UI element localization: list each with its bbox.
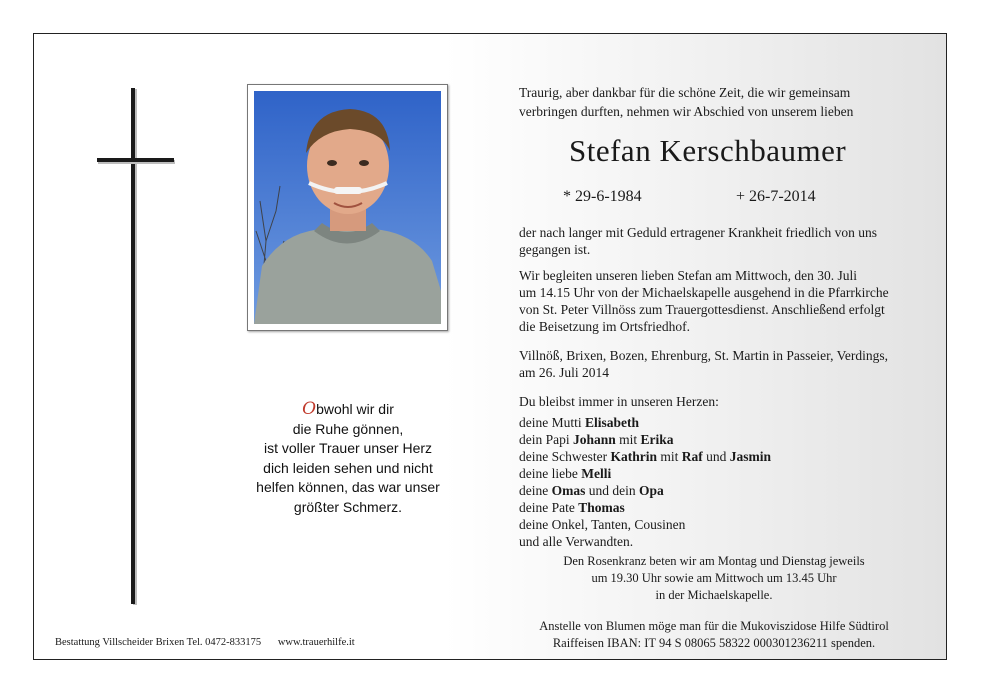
text-line: die Beisetzung im Ortsfriedhof. — [519, 319, 690, 334]
family-line: deine Onkel, Tanten, Cousinen — [519, 517, 686, 532]
poem-initial: O — [302, 399, 317, 419]
heart-intro: Du bleibst immer in unseren Herzen: — [519, 394, 719, 409]
footer — [55, 637, 369, 648]
death-date: + 26-7-2014 — [736, 188, 816, 205]
text-line: Anstelle von Blumen möge man für die Mukoviszidose Hilfe Südtirol — [539, 619, 889, 633]
cross-icon — [131, 88, 135, 604]
text-line: am 26. Juli 2014 — [519, 365, 609, 380]
portrait-frame — [247, 84, 448, 331]
cross-bar — [97, 158, 174, 162]
poem-line: ist voller Trauer unser Herz — [263, 440, 433, 456]
family-line: deine liebe Melli — [519, 466, 612, 481]
family-line: deine Pate Thomas — [519, 500, 625, 515]
portrait-image — [254, 91, 441, 324]
deceased-name: Stefan Kerschbaumer — [569, 133, 847, 168]
poem-line: größter Schmerz. — [293, 498, 403, 515]
place-date-text — [519, 347, 909, 381]
text-line: um 14.15 Uhr von der Michaelskapelle ausgehend in die Pfarrkirche — [519, 285, 889, 300]
text-line: Den Rosenkranz beten wir am Montag und Dienstag jeweils — [563, 554, 865, 568]
footer-company: Bestattung Villscheider Brixen Tel. 0472-833175 — [55, 637, 262, 648]
funeral-text — [519, 267, 909, 335]
family-line: dein Papi Johann mit Erika — [519, 432, 674, 447]
text-line: Wir begleiten unseren lieben Stefan am Mittwoch, den 30. Juli — [519, 268, 857, 283]
family-line: deine Mutti Elisabeth — [519, 415, 640, 430]
poem-line: helfen können, das war unser — [256, 479, 440, 495]
illness-text — [519, 224, 909, 258]
poem-line: bwohl wir dir — [316, 401, 394, 417]
text-line: gegangen ist. — [519, 242, 591, 257]
text-line: Raiffeisen IBAN: IT 94 S 08065 58322 000301236211 spenden. — [552, 636, 876, 650]
life-dates — [563, 188, 873, 206]
poem-line: dich leiden sehen und nicht — [263, 459, 433, 476]
text-line: von St. Peter Villnöss zum Trauergottesdienst. Anschließend erfolgt — [519, 302, 885, 317]
intro-line: Traurig, aber dankbar für die schöne Zeit, die wir gemeinsam — [519, 85, 851, 100]
text-line: um 19.30 Uhr sowie am Mittwoch um 13.45 Uhr — [591, 571, 837, 585]
poem — [228, 400, 468, 517]
rosary-text — [519, 553, 909, 604]
family-line: deine Omas und dein Opa — [519, 483, 664, 498]
poem-line: die Ruhe gönnen, — [292, 420, 404, 437]
intro-text — [519, 83, 899, 121]
family-line: deine Schwester Kathrin mit Raf und Jasmin — [519, 449, 772, 464]
text-line: in der Michaelskapelle. — [655, 588, 773, 602]
portrait-photo — [254, 91, 441, 324]
text-line: Villnöß, Brixen, Bozen, Ehrenburg, St. Martin in Passeier, Verdings, — [519, 348, 888, 363]
family-line: und alle Verwandten. — [519, 534, 634, 549]
family-list — [519, 414, 771, 550]
text-line: der nach langer mit Geduld ertragener Krankheit friedlich von uns — [519, 225, 877, 240]
donation-text — [519, 618, 909, 652]
birth-date: * 29-6-1984 — [563, 188, 642, 205]
intro-line: verbringen durften, nehmen wir Abschied von unserem lieben — [519, 104, 854, 119]
footer-website: www.trauerhilfe.it — [277, 637, 355, 648]
